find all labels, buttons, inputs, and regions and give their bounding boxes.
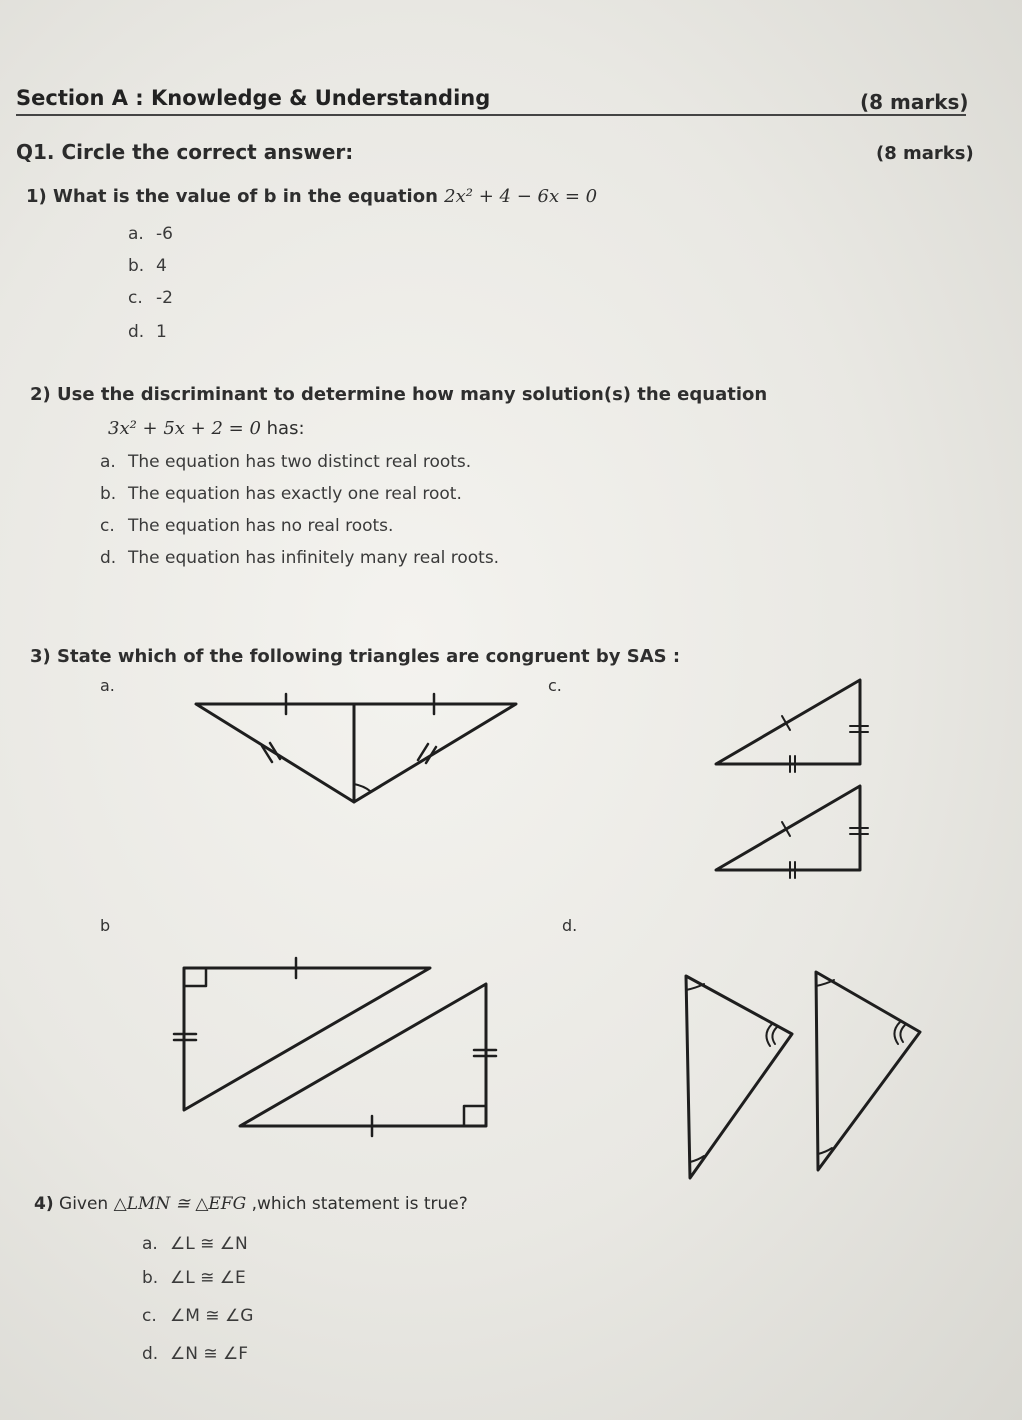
option-text: ∠N ≅ ∠F <box>170 1344 249 1364</box>
figure-c <box>716 680 868 878</box>
question-text: State which of the following triangles are congruent by SAS : <box>57 646 681 667</box>
section-title: Section A : Knowledge & Understanding <box>16 86 491 110</box>
option-text: The equation has two distinct real roots. <box>128 452 472 472</box>
question-text-suffix: ,which statement is true? <box>251 1194 468 1214</box>
option-text: The equation has exactly one real root. <box>128 484 462 504</box>
section-marks: (8 marks) <box>860 90 969 114</box>
option-4c[interactable] <box>142 1306 253 1326</box>
question-number: 4) <box>34 1194 54 1214</box>
option-letter: b. <box>100 484 117 504</box>
option-text: The equation has no real roots. <box>128 516 394 536</box>
option-letter: b. <box>142 1268 159 1288</box>
equation: 3x² + 5x + 2 = 0 <box>108 418 261 439</box>
option-letter: d. <box>128 322 145 342</box>
figure-d-label[interactable]: d. <box>562 916 578 935</box>
question-number: 2) <box>30 384 51 405</box>
option-text: ∠L ≅ ∠E <box>170 1268 246 1288</box>
question-4 <box>34 1194 468 1214</box>
equation-suffix: has: <box>266 418 305 439</box>
equation: 2x² + 4 − 6x = 0 <box>444 186 598 207</box>
figure-c-label[interactable]: c. <box>548 676 562 695</box>
option-text: ∠M ≅ ∠G <box>170 1306 254 1326</box>
option-text: 4 <box>156 256 167 276</box>
figure-a <box>196 694 516 802</box>
option-4d[interactable] <box>142 1344 248 1364</box>
option-letter: c. <box>100 516 115 536</box>
option-letter: c. <box>142 1306 157 1326</box>
question-text: Use the discriminant to determine how many solution(s) the equation <box>57 384 768 405</box>
option-letter: d. <box>100 548 117 568</box>
option-text: -2 <box>156 288 173 308</box>
option-letter: c. <box>128 288 143 308</box>
option-letter: a. <box>142 1234 158 1254</box>
option-text: -6 <box>156 224 173 244</box>
figure-b-label[interactable]: b <box>100 916 111 935</box>
option-letter: a. <box>100 452 116 472</box>
option-text: ∠L ≅ ∠N <box>170 1234 248 1254</box>
figure-a-label[interactable]: a. <box>100 676 115 695</box>
option-text: The equation has infinitely many real roots. <box>128 548 500 568</box>
figure-d <box>686 972 920 1178</box>
q1-title: Q1. Circle the correct answer: <box>16 140 354 164</box>
option-text: 1 <box>156 322 167 342</box>
question-text: What is the value of b in the equation <box>53 186 438 207</box>
question-number: 3) <box>30 646 51 667</box>
option-4a[interactable] <box>142 1234 248 1254</box>
option-letter: a. <box>128 224 144 244</box>
option-letter: d. <box>142 1344 159 1364</box>
q1-marks: (8 marks) <box>876 143 974 164</box>
option-letter: b. <box>128 256 145 276</box>
figure-b <box>174 958 496 1136</box>
option-4b[interactable] <box>142 1268 246 1288</box>
question-number: 1) <box>26 186 47 207</box>
question-text-prefix: Given <box>59 1194 109 1214</box>
congruence-statement: △LMN ≅ △EFG <box>113 1194 247 1214</box>
